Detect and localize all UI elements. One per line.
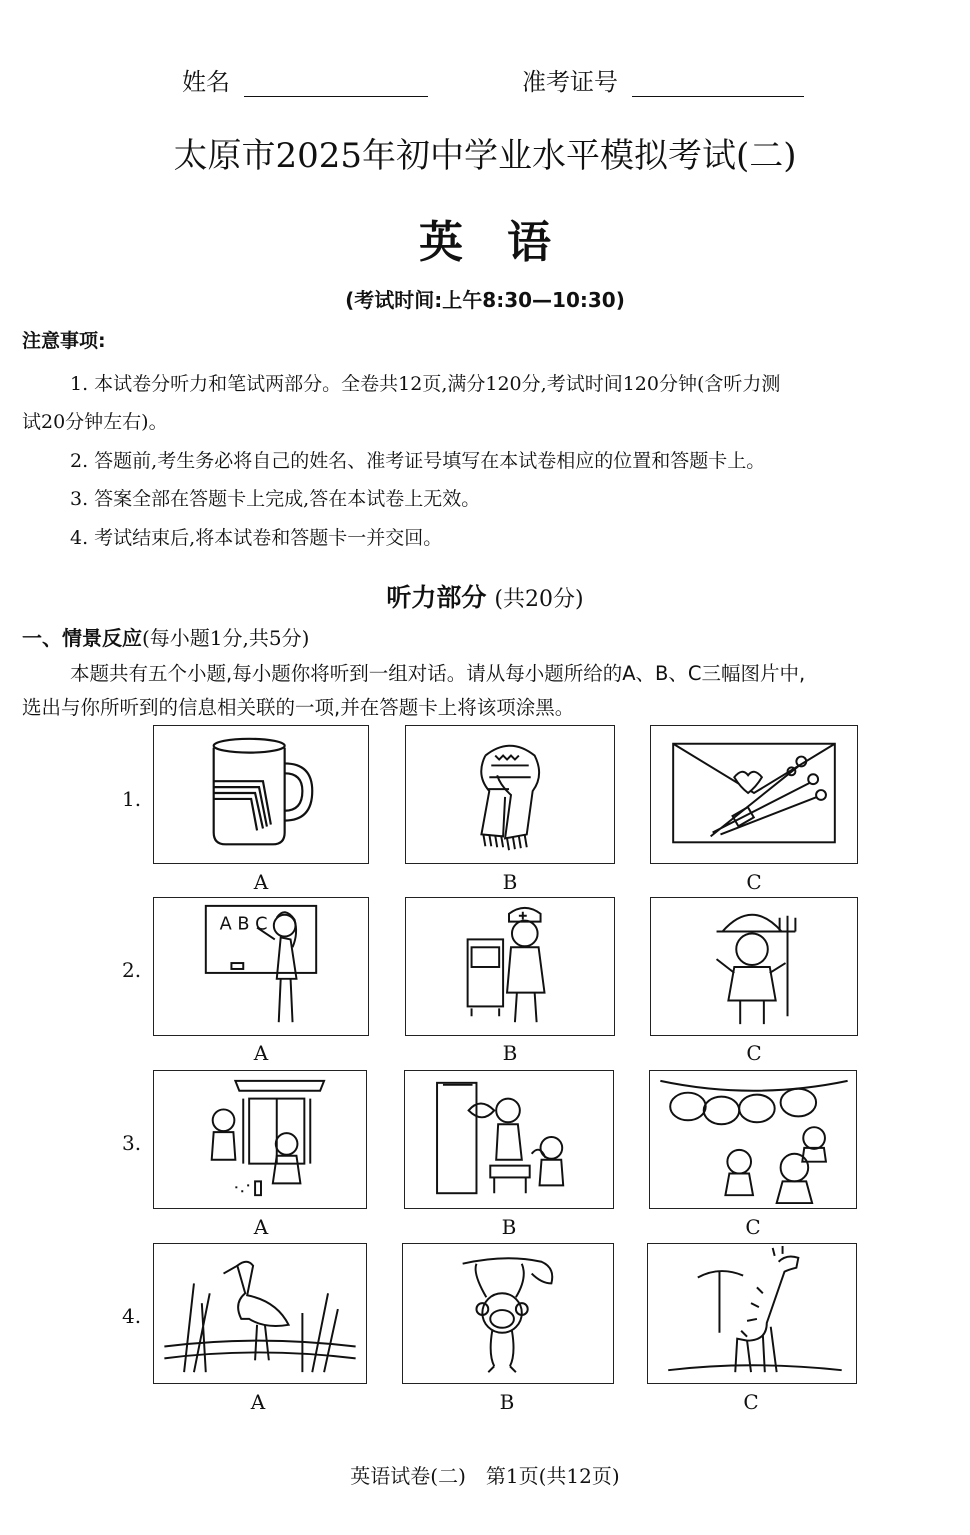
section1-title: 一、情景反应: [22, 626, 142, 650]
note-1: 1. 本试卷分听力和笔试两部分。全卷共12页,满分120分,考试时间120分钟(含听力测: [70, 373, 781, 395]
section1-points: (每小题1分,共5分): [142, 626, 310, 650]
question-2-number: 2.: [122, 958, 142, 982]
name-label: 姓名: [182, 68, 230, 96]
q2-label-c: C: [746, 1041, 762, 1065]
q4-label-a: A: [250, 1390, 266, 1414]
q3-label-c: C: [745, 1215, 761, 1239]
name-blank[interactable]: [244, 68, 428, 97]
subject-title: 英 语: [419, 217, 551, 268]
q2-option-b-picture[interactable]: [405, 897, 615, 1036]
name-field-label: [182, 62, 428, 97]
section1-header: [22, 622, 309, 651]
page-footer: 英语试卷(二) 第1页(共12页): [350, 1464, 620, 1488]
question-3-number: 3.: [122, 1131, 142, 1155]
q4-option-a-picture[interactable]: [153, 1243, 367, 1384]
listening-points: (共20分): [494, 587, 584, 612]
instruction-line-2: 选出与你所听到的信息相关联的一项,并在答题卡上将该项涂黑。: [22, 696, 575, 719]
q2-label-a: A: [253, 1041, 269, 1065]
nurse-icon: [406, 898, 614, 1035]
q3-option-c-picture[interactable]: [649, 1070, 857, 1209]
mug-icon: [154, 726, 368, 863]
q3-option-b-picture[interactable]: [404, 1070, 614, 1209]
listening-title: 听力部分: [386, 583, 487, 612]
farmer-icon: [651, 898, 857, 1035]
spring-festival-icon: [154, 1071, 366, 1208]
teacher-icon: [154, 898, 368, 1035]
board-text: A B C: [219, 914, 268, 935]
q1-option-b-picture[interactable]: [405, 725, 615, 864]
q2-option-c-picture[interactable]: [650, 897, 858, 1036]
listening-heading: [0, 578, 970, 614]
note-1-cont: 试20分钟左右)。: [22, 411, 168, 433]
q1-label-a: A: [253, 870, 269, 894]
q3-option-a-picture[interactable]: [153, 1070, 367, 1209]
q2-label-b: B: [502, 1041, 518, 1065]
exam-time: (考试时间:上午8:30—10:30): [345, 288, 625, 312]
q1-label-b: B: [502, 870, 518, 894]
monkey-icon: [403, 1244, 613, 1383]
decorating-icon: [405, 1071, 613, 1208]
q3-label-b: B: [501, 1215, 517, 1239]
q4-option-c-picture[interactable]: [647, 1243, 857, 1384]
q4-label-c: C: [743, 1390, 759, 1414]
note-3: 3. 答案全部在答题卡上完成,答在本试卷上无效。: [70, 488, 481, 510]
question-4-number: 4.: [122, 1304, 142, 1328]
exam-title: 太原市2025年初中学业水平模拟考试(二): [173, 136, 797, 176]
q1-option-c-picture[interactable]: [650, 725, 858, 864]
q2-option-a-picture[interactable]: [153, 897, 369, 1036]
instruction-line-1: 本题共有五个小题,每小题你将听到一组对话。请从每小题所给的A、B、C三幅图片中,: [70, 662, 806, 685]
exam-number-field: [522, 62, 804, 97]
card-flowers-icon: [651, 726, 857, 863]
q1-option-a-picture[interactable]: [153, 725, 369, 864]
note-2: 2. 答题前,考生务必将自己的姓名、准考证号填写在本试卷相应的位置和答题卡上。: [70, 450, 766, 472]
giraffe-icon: [648, 1244, 856, 1383]
question-1-number: 1.: [122, 787, 142, 811]
crane-bird-icon: [154, 1244, 366, 1383]
scarf-icon: [406, 726, 614, 863]
notes-heading: 注意事项:: [22, 330, 106, 352]
exam-number-label: 准考证号: [522, 68, 618, 96]
exam-number-blank[interactable]: [632, 68, 804, 97]
q4-label-b: B: [499, 1390, 515, 1414]
note-4: 4. 考试结束后,将本试卷和答题卡一并交回。: [70, 527, 443, 549]
q4-option-b-picture[interactable]: [402, 1243, 614, 1384]
q3-label-a: A: [253, 1215, 269, 1239]
q1-label-c: C: [746, 870, 762, 894]
lantern-festival-icon: [650, 1071, 856, 1208]
